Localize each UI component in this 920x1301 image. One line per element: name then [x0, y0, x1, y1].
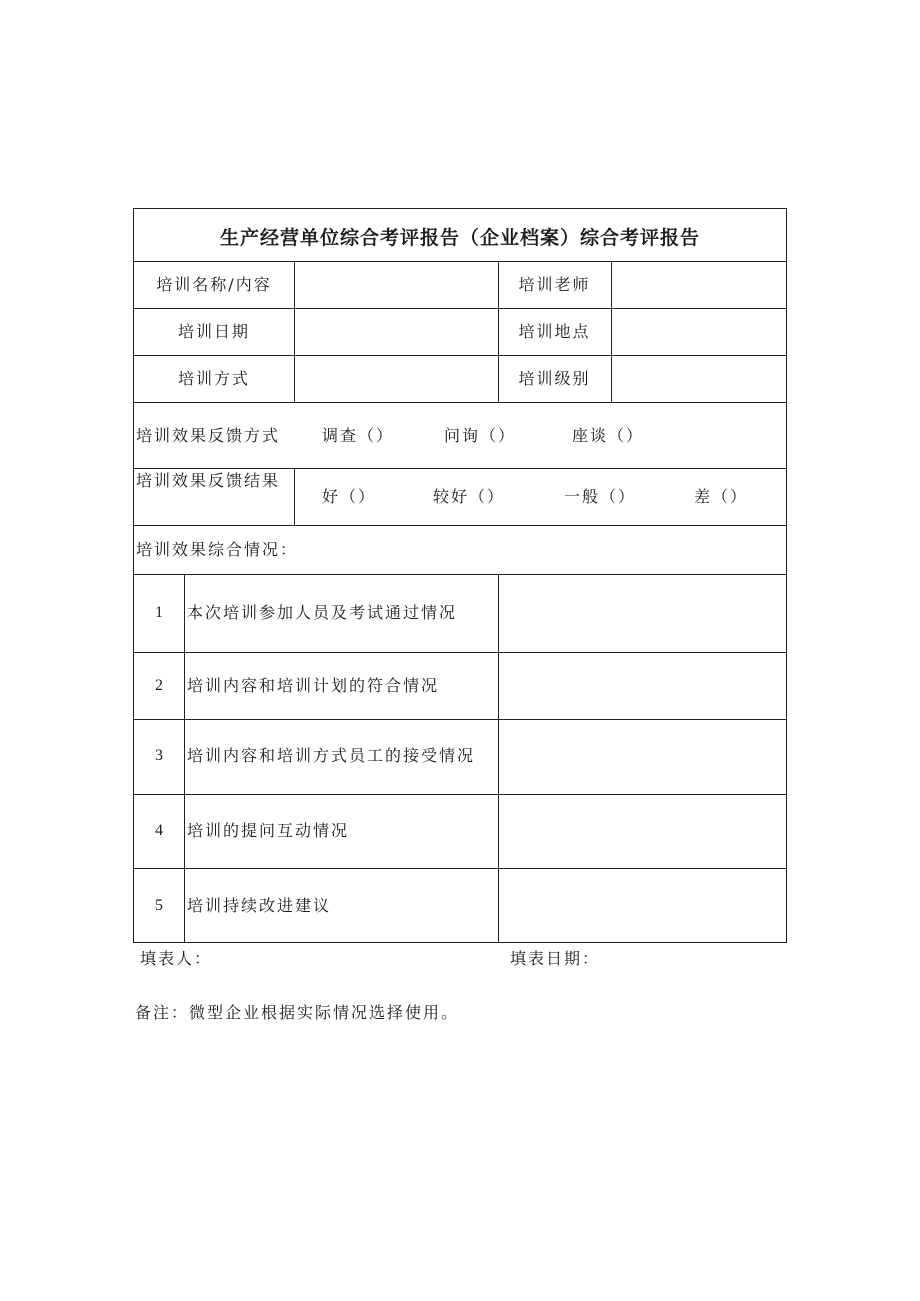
filler-label: 填表人：: [140, 949, 213, 968]
divider: [294, 468, 295, 525]
divider: [184, 574, 185, 943]
item-text: 本次培训参加人员及考试通过情况: [187, 603, 458, 622]
divider: [134, 719, 786, 720]
option-discussion[interactable]: 座谈（）: [572, 426, 645, 445]
evaluation-form: [133, 208, 787, 943]
label-feedback-result: 培训效果反馈结果: [136, 471, 281, 490]
option-average[interactable]: 一般（）: [564, 487, 637, 506]
label-training-name: 培训名称/内容: [156, 275, 272, 294]
divider: [134, 308, 786, 309]
divider: [134, 468, 786, 469]
divider: [611, 261, 612, 402]
label-feedback-method: 培训效果反馈方式: [136, 426, 281, 445]
training-name-field[interactable]: [296, 275, 496, 295]
item-value-field[interactable]: [502, 896, 782, 916]
divider: [134, 402, 786, 403]
divider: [134, 868, 786, 869]
label-training-location: 培训地点: [518, 322, 591, 341]
item-text: 培训内容和培训计划的符合情况: [187, 676, 440, 695]
option-inquiry[interactable]: 问询（）: [444, 426, 517, 445]
label-trainer: 培训老师: [518, 275, 591, 294]
item-value-field[interactable]: [502, 821, 782, 841]
option-fairly-good[interactable]: 较好（）: [433, 487, 506, 506]
form-title: 生产经营单位综合考评报告（企业档案）综合考评报告: [219, 227, 700, 249]
fill-date-label: 填表日期：: [510, 949, 601, 968]
option-poor[interactable]: 差（）: [694, 487, 749, 506]
label-training-level: 培训级别: [518, 369, 591, 388]
item-number: 5: [155, 897, 163, 914]
option-good[interactable]: 好（）: [322, 487, 377, 506]
item-number: 1: [155, 604, 163, 621]
item-value-field[interactable]: [502, 676, 782, 696]
remark-note: 备注：微型企业根据实际情况选择使用。: [135, 1003, 460, 1022]
training-level-field[interactable]: [614, 369, 784, 389]
label-training-method: 培训方式: [177, 369, 250, 388]
item-value-field[interactable]: [502, 603, 782, 623]
item-text: 培训内容和培训方式员工的接受情况: [187, 746, 476, 765]
divider: [184, 652, 786, 653]
item-number: 3: [155, 747, 163, 764]
option-survey[interactable]: 调查（）: [322, 426, 395, 445]
divider: [294, 261, 295, 402]
divider: [134, 261, 786, 262]
divider: [134, 794, 786, 795]
summary-label: 培训效果综合情况：: [136, 540, 299, 559]
divider: [134, 652, 185, 653]
item-number: 2: [155, 677, 163, 694]
training-method-field[interactable]: [296, 369, 496, 389]
training-location-field[interactable]: [614, 322, 784, 342]
item-value-field[interactable]: [502, 746, 782, 766]
training-date-field[interactable]: [296, 322, 496, 342]
divider: [498, 574, 499, 943]
divider: [134, 525, 786, 526]
item-text: 培训的提问互动情况: [187, 821, 350, 840]
label-training-date: 培训日期: [177, 322, 250, 341]
divider: [134, 355, 786, 356]
trainer-field[interactable]: [614, 275, 784, 295]
item-number: 4: [155, 822, 163, 839]
item-text: 培训持续改进建议: [187, 896, 332, 915]
divider: [134, 574, 786, 575]
